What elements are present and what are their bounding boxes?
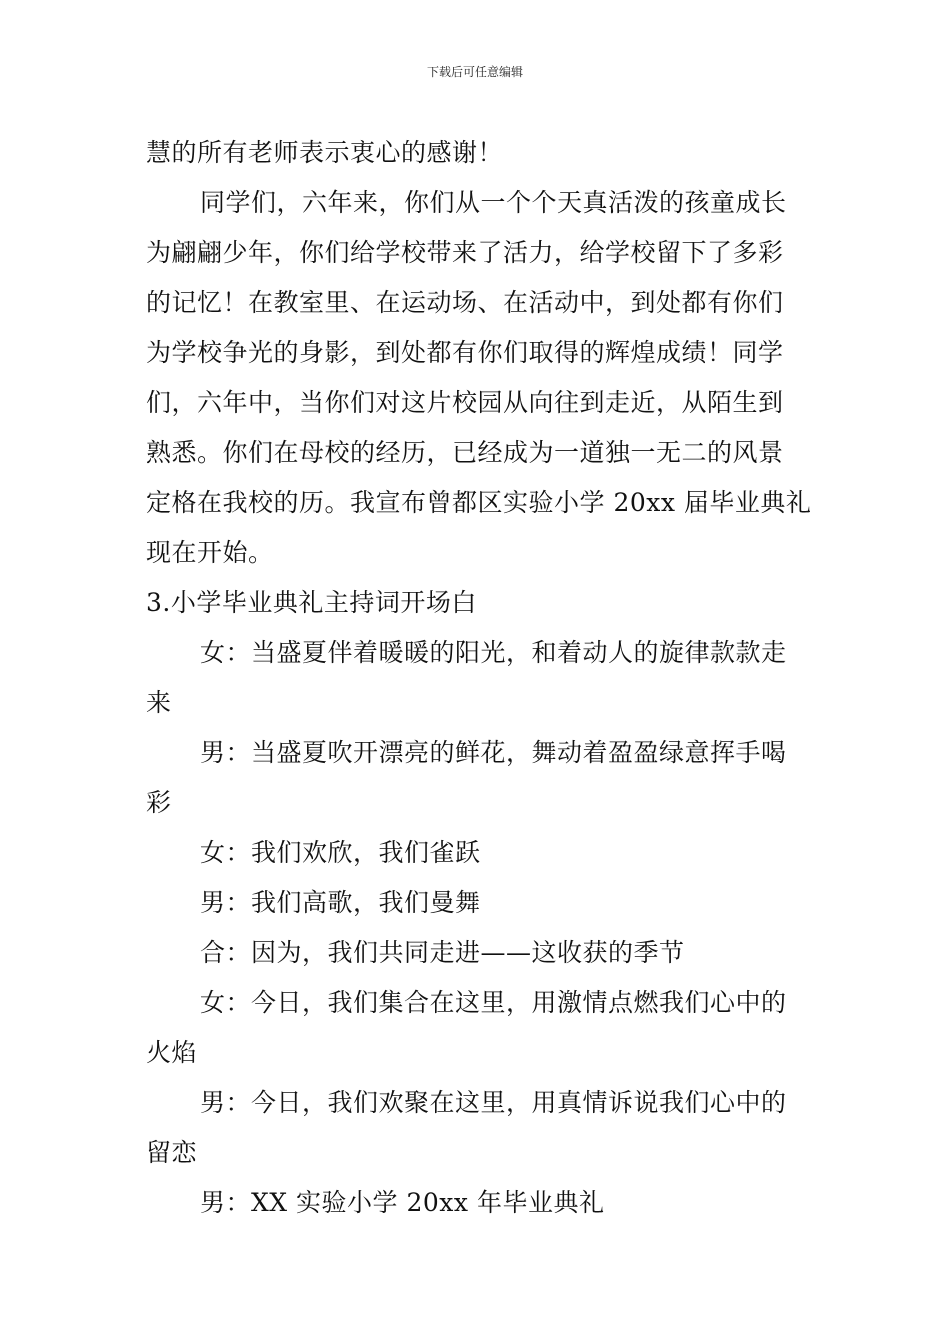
dialogue-line: 女：当盛夏伴着暖暖的阳光，和着动人的旋律款款走 xyxy=(200,638,787,667)
text-line: 的记忆！在教室里、在运动场、在活动中，到处都有你们 xyxy=(146,288,784,317)
dialogue-line: 男：当盛夏吹开漂亮的鲜花，舞动着盈盈绿意挥手喝 xyxy=(200,738,787,767)
dialogue-line: 女：我们欢欣，我们雀跃 xyxy=(200,838,481,867)
section-heading: 3.小学毕业典礼主持词开场白 xyxy=(146,588,477,617)
dialogue-line: 合：因为，我们共同走进——这收获的季节 xyxy=(200,938,685,967)
text-line: 为学校争光的身影，到处都有你们取得的辉煌成绩！同学 xyxy=(146,338,784,367)
text-line: 们，六年中，当你们对这片校园从向往到走近，从陌生到 xyxy=(146,388,784,417)
dialogue-line: 留恋 xyxy=(146,1138,198,1167)
dialogue-line: 女：今日，我们集合在这里，用激情点燃我们心中的 xyxy=(200,988,787,1017)
dialogue-line: 彩 xyxy=(146,788,172,817)
text-line: 现在开始。 xyxy=(146,538,274,567)
text-line: 慧的所有老师表示衷心的感谢！ xyxy=(146,138,504,167)
page-header: 下载后可任意编辑 xyxy=(426,65,523,79)
dialogue-line: 男：我们高歌，我们曼舞 xyxy=(200,888,481,917)
text-line: 定格在我校的历。我宣布曾都区实验小学 20xx 届毕业典礼 xyxy=(146,488,812,517)
text-line: 同学们，六年来，你们从一个个天真活泼的孩童成长 xyxy=(200,188,787,217)
dialogue-line: 火焰 xyxy=(146,1038,198,1067)
text-line: 熟悉。你们在母校的经历，已经成为一道独一无二的风景 xyxy=(146,438,784,467)
dialogue-line: 男：今日，我们欢聚在这里，用真情诉说我们心中的 xyxy=(200,1088,787,1117)
text-line: 为翩翩少年，你们给学校带来了活力，给学校留下了多彩 xyxy=(146,238,784,267)
dialogue-line: 来 xyxy=(146,688,172,717)
document-body xyxy=(146,128,810,1228)
dialogue-line: 男：XX 实验小学 20xx 年毕业典礼 xyxy=(200,1188,605,1217)
